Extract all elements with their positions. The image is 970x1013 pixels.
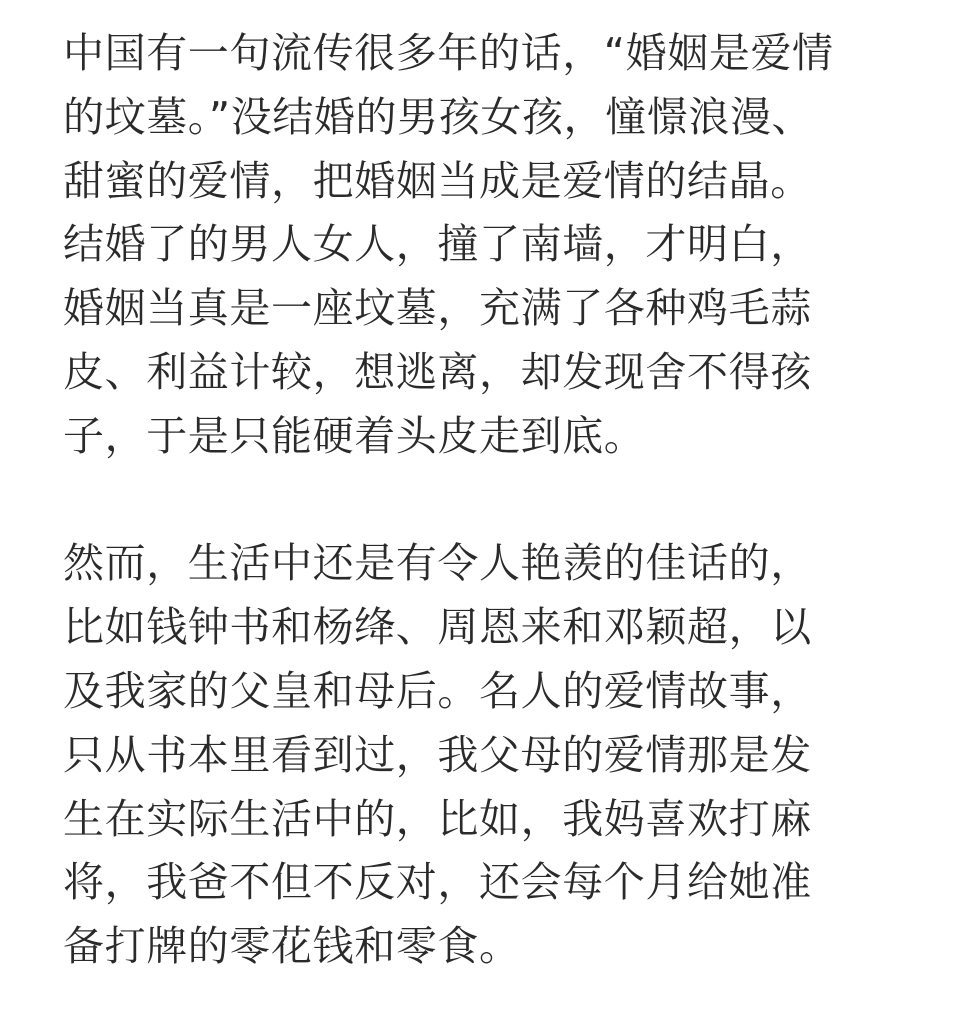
text-line: 甜蜜的爱情，把婚姻当成是爱情的结晶。 [63,156,812,205]
text-line: 中国有一句流传很多年的话，“婚姻是爱情 [63,29,834,77]
paragraph-spacer [63,469,923,533]
text-line: 婚姻当真是一座坟墓，充满了各种鸡毛蒜 [63,284,812,333]
text-line: 备打牌的零花钱和零食。 [63,922,521,971]
text-line: 子，于是只能硬着头皮走到底。 [63,411,646,460]
text-line: 生在实际生活中的，比如，我妈喜欢打麻 [63,794,812,843]
text-line: 及我家的父皇和母后。名人的爱情故事， [63,666,812,715]
text-line: 的坟墓。”没结婚的男孩女孩，憧憬浪漫、 [63,92,814,141]
paragraph-2 [63,532,923,979]
text-line: 比如钱钟书和杨绛、周恩来和邓颖超，以 [63,603,812,652]
text-line: 只从书本里看到过，我父母的爱情那是发 [63,730,812,779]
text-line: 然而，生活中还是有令人艳羡的佳话的， [63,539,812,588]
text-line: 皮、利益计较，想逃离，却发现舍不得孩 [63,347,812,396]
paragraph-1 [63,22,923,469]
text-line: 结婚了的男人女人，撞了南墙，才明白， [63,220,812,269]
text-line: 将，我爸不但不反对，还会每个月给她准 [63,858,812,907]
article-body [63,22,923,979]
